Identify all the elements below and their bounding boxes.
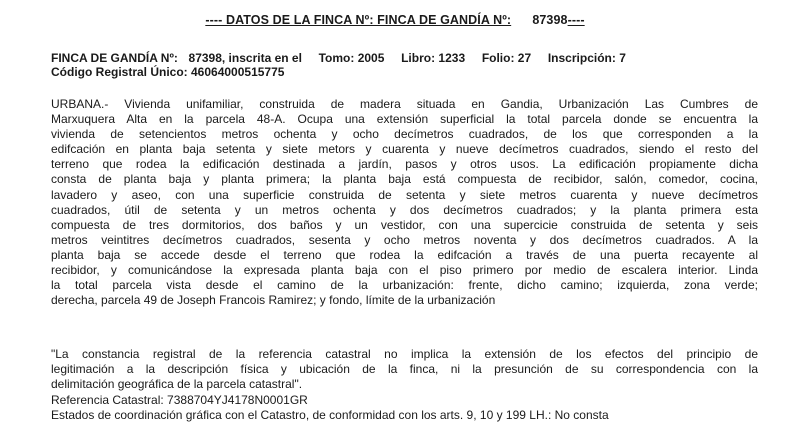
description-line: metros veintitres decímetros cuadrados, sesenta y ocho metros noventa y dos decímetros cuadrados. A la — [51, 232, 758, 247]
finca-registration-line — [51, 51, 760, 65]
note-line: legitimación a la descripción física y ubicación de la finca, ni la presunción de su correspondencia con la — [51, 362, 758, 377]
referencia-catastral: Referencia Catastral: 7388704YJ4178N0001GR — [51, 393, 308, 407]
heading-suffix: ---- — [567, 13, 585, 27]
description-line: vivienda de setencientos metros ochenta y ocho decímetros cuadrados, de los que corresponden a la — [51, 127, 758, 142]
finca-label: FINCA DE GANDÍA Nº: — [51, 51, 178, 65]
catastral-note — [51, 347, 758, 392]
property-description — [51, 97, 758, 308]
description-line: lavadero y aseo, con una superficie construida de setenta y siete metros cuarenta y nueve decímetros — [51, 187, 758, 202]
description-line: planta baja se accede desde el terreno que rodea la edifcación a través de una puerta recayente al — [51, 247, 758, 262]
description-line: recibidor, y comunicándose la expresada planta baja con el piso primero por medio de escalera interior. Linda — [51, 263, 758, 278]
codigo-registral: Código Registral Único: 46064000515775 — [51, 65, 285, 79]
description-line: derecha, parcela 49 de Joseph Francois Ramirez; y fondo, límite de la urbanización — [51, 293, 496, 308]
estados-coordinacion: Estados de coordinación gráfica con el Catastro, de conformidad con los arts. 9, 10 y 199 LH.: No consta — [51, 408, 609, 422]
note-line: delimitación geográfica de la parcela catastral". — [51, 377, 303, 392]
finca-folio: Folio: 27 — [481, 51, 532, 65]
finca-tomo: Tomo: 2005 — [318, 51, 385, 65]
description-line: compuesta de tres dormitorios, dos baños y un vestidor, con una supercicie construida de setenta y seis — [51, 217, 758, 232]
description-line: cuadrados, útil de setenta y un metros ochenta y dos decímetros cuadrados; y la planta primera esta — [51, 202, 758, 217]
heading-prefix: ---- DATOS DE LA FINCA Nº: FINCA DE GANDÍA Nº: — [205, 13, 512, 27]
description-line: la total parcela vista desde el camino de la urbanización: frente, dicho camino; izquierda, zona verde; — [51, 278, 758, 293]
finca-libro: Libro: 1233 — [401, 51, 466, 65]
description-line: terreno que rodea la edificación destinada a jardín, pasos y otros usos. La edificación propiamente dicha — [51, 157, 758, 172]
finca-inscripcion: Inscripción: 7 — [547, 51, 626, 65]
description-line: consta de planta baja y planta primera; la planta baja está compuesta de recibidor, salón, comedor, cocina, — [51, 172, 758, 187]
finca-heading — [0, 13, 790, 27]
description-line: Marxuquera Alta en la parcela 48-A. Ocupa una extensión superficial la total parcela donde se encuentra la — [51, 112, 758, 127]
description-line: URBANA.- Vivienda unifamiliar, construida de madera situada en Gandia, Urbanización Las Cumbres de — [51, 97, 758, 111]
finca-number: 87398, inscrita en el — [188, 51, 302, 65]
note-line: "La constancia registral de la referencia catastral no implica la extensión de los efectos del principio de — [51, 347, 758, 361]
description-line: edifcación en planta baja setenta y siete metors y cuarenta y nueve decímetros cuadrados, siendo el resto del — [51, 142, 758, 157]
heading-number: 87398 — [532, 13, 568, 27]
